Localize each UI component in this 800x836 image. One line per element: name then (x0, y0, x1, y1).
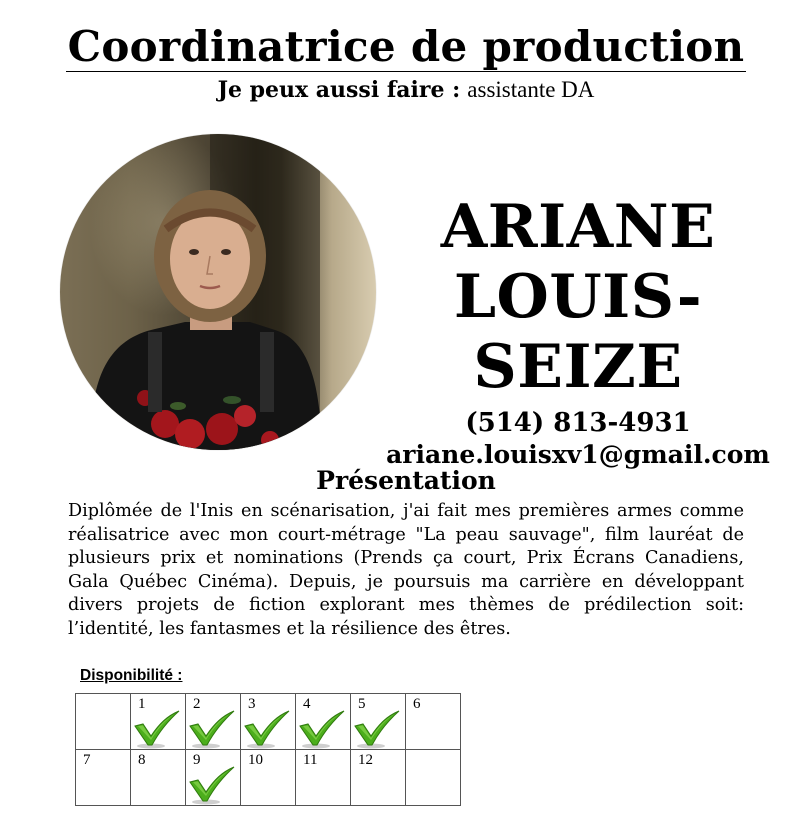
calendar-day-number: 4 (303, 696, 311, 712)
green-checkmark-icon (133, 710, 181, 750)
phone-number: (514) 813-4931 (465, 408, 691, 438)
calendar-day-number: 6 (413, 696, 421, 712)
job-title: Coordinatrice de production (67, 22, 745, 71)
calendar-cell (131, 694, 186, 750)
calendar-cell (296, 750, 351, 806)
email-address: ariane.louisxv1@gmail.com (386, 440, 770, 469)
calendar-cell (406, 750, 461, 806)
calendar-cell (296, 694, 351, 750)
calendar-cell (186, 750, 241, 806)
first-name: ARIANE (440, 192, 716, 262)
green-checkmark-icon (188, 710, 236, 750)
green-checkmark-icon (188, 766, 236, 806)
calendar-day-number: 10 (248, 752, 263, 768)
profile-photo (60, 134, 376, 450)
contact-block (376, 192, 780, 472)
calendar-day-number: 3 (248, 696, 256, 712)
presentation-text: Diplômée de l'Inis en scénarisation, j'ai fait mes premières armes comme réalisatrice avec mon court-métrage "La peau sauvage", film lauréat de plusieurs prix et nominations (Prends ça court, Prix Écrans Canadiens, Gala Québec Cinéma). Depuis, je poursuis ma carrière en développant divers projets de fiction explorant mes thèmes de prédilection soit: l’identité, les fantasmes et la résilience des êtres. (68, 501, 744, 639)
calendar-day-number: 11 (303, 752, 318, 768)
calendar-cell (76, 750, 131, 806)
calendar-row (76, 750, 461, 806)
availability-calendar (75, 693, 461, 806)
calendar-day-number: 9 (193, 752, 201, 768)
calendar-day-number: 12 (358, 752, 373, 768)
also-can-do-line (0, 77, 800, 103)
green-checkmark-icon (298, 710, 346, 750)
calendar-cell (241, 750, 296, 806)
calendar-cell (241, 694, 296, 750)
green-checkmark-icon (243, 710, 291, 750)
presentation-heading: Présentation (316, 466, 496, 495)
calendar-day-number: 8 (138, 752, 146, 768)
calendar-cell (406, 694, 461, 750)
availability-label: Disponibilité : (80, 667, 183, 684)
calendar-day-number: 7 (83, 752, 91, 768)
calendar-cell (351, 694, 406, 750)
also-can-do-value: assistante DA (467, 77, 595, 102)
calendar-day-number: 1 (138, 696, 146, 712)
green-checkmark-icon (353, 710, 401, 750)
calendar-day-number: 5 (358, 696, 366, 712)
calendar-cell (76, 694, 131, 750)
calendar-day-number: 2 (193, 696, 201, 712)
calendar-cell (351, 750, 406, 806)
last-name: LOUIS-SEIZE (453, 262, 703, 402)
also-can-do-label: Je peux aussi faire : (217, 77, 461, 103)
portrait-illustration (60, 134, 376, 450)
calendar-row (76, 694, 461, 750)
calendar-cell (186, 694, 241, 750)
calendar-cell (131, 750, 186, 806)
